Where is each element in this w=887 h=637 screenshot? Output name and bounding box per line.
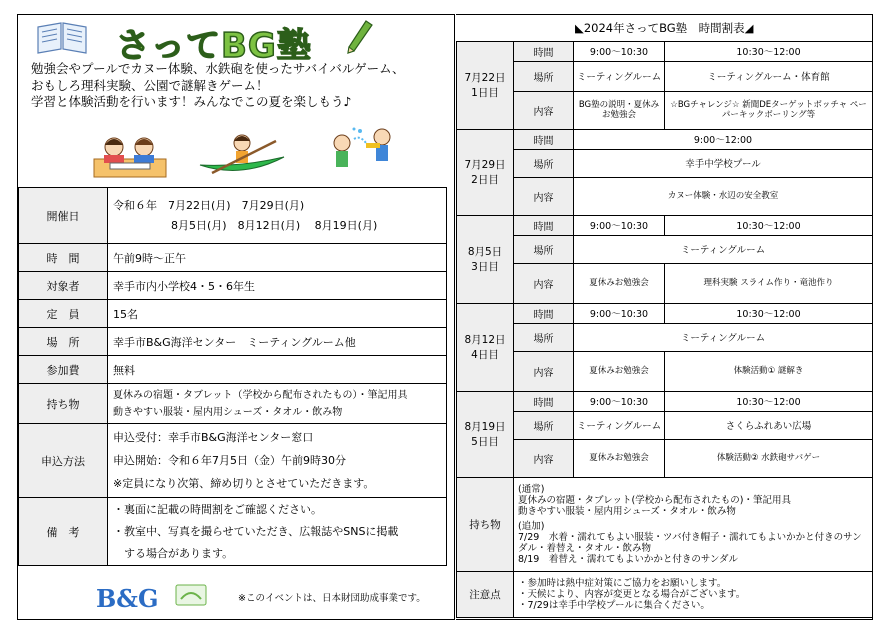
notes-line: ・7/29は幸手中学校プールに集合ください。 [518, 599, 710, 611]
content-label: 内容 [514, 263, 574, 303]
info-row-fee [19, 356, 447, 384]
water-gun-kids-illustration [324, 121, 404, 181]
day-number: 2日目 [471, 174, 499, 186]
info-line: 令和６年 7月22日(月) 7月29日(月) [113, 198, 305, 212]
info-row-place [19, 328, 447, 356]
place-label: 場所 [514, 149, 574, 177]
studying-kids-illustration [90, 125, 170, 181]
schedule-row [457, 303, 873, 323]
info-value [108, 188, 447, 244]
content-cell: 夏休みお勉強会 [574, 439, 665, 477]
time-label: 時間 [514, 215, 574, 235]
schedule-row [457, 41, 873, 61]
info-label: 参加費 [19, 356, 108, 384]
bring-line: 7/29 水着・濡れてもよい服装・ツバ付き帽子・濡れてもよいかかと付きのサンダル・着替え・タオル・飲み物 [518, 531, 862, 554]
time-label: 時間 [514, 129, 574, 149]
schedule-row [457, 411, 873, 439]
day-cell [457, 303, 514, 391]
place-cell: ミーティングルーム [574, 235, 873, 263]
bring-cell [514, 477, 873, 571]
time-cell: 10:30～12:00 [665, 215, 873, 235]
time-cell: 9:00～10:30 [574, 215, 665, 235]
time-cell: 9:00～12:00 [574, 129, 873, 149]
place-cell: 幸手中学校プール [574, 149, 873, 177]
schedule-row [457, 149, 873, 177]
info-value [108, 384, 447, 424]
content-cell: カヌー体験・水辺の安全教室 [574, 177, 873, 215]
info-row-notes [19, 498, 447, 566]
info-label: 定 員 [19, 300, 108, 328]
info-row-date [19, 188, 447, 244]
pencil-icon [344, 19, 374, 55]
info-label: 場 所 [19, 328, 108, 356]
intro-line: 学習と体験活動を行います！みんなでこの夏を楽しもう♪ [31, 94, 352, 109]
time-cell: 10:30～12:00 [665, 303, 873, 323]
schedule-row [457, 391, 873, 411]
bg-logo: B&G [96, 584, 159, 613]
time-cell: 10:30～12:00 [665, 41, 873, 61]
content-label: 内容 [514, 351, 574, 391]
day-date: 7月29日 [464, 159, 506, 171]
bring-line: 動きやすい服装・屋内用シューズ・タオル・飲み物 [518, 505, 736, 517]
content-label: 内容 [514, 177, 574, 215]
info-label: 備 考 [19, 498, 108, 566]
schedule-table [456, 15, 873, 618]
notes-label: 注意点 [457, 571, 514, 617]
info-line: 申込受付：幸手市B&G海洋センター窓口 [113, 431, 314, 444]
content-cell: ☆BGチャレンジ☆ 新聞DEターゲットボッチャ ペーパーキックボーリング等 [665, 91, 873, 129]
content-label: 内容 [514, 91, 574, 129]
day-cell [457, 215, 514, 303]
schedule-row [457, 235, 873, 263]
place-cell: さくらふれあい広場 [665, 411, 873, 439]
day-number: 5日目 [471, 436, 499, 448]
info-label: 時 間 [19, 244, 108, 272]
content-cell: 理科実験 スライム作り・竜池作り [665, 263, 873, 303]
place-label: 場所 [514, 61, 574, 91]
event-info-table [18, 187, 447, 566]
notes-line: ・天候により、内容が変更となる場合がございます。 [518, 588, 746, 600]
content-cell: 夏休みお勉強会 [574, 263, 665, 303]
bring-row [457, 477, 873, 571]
info-line: ・裏面に記載の時間割をご確認ください。 [113, 502, 322, 516]
info-row-bring [19, 384, 447, 424]
place-cell: ミーティングルーム [574, 61, 665, 91]
notes-cell [514, 571, 873, 617]
flyer-panel [17, 14, 455, 620]
info-row-time [19, 244, 447, 272]
info-label: 対象者 [19, 272, 108, 300]
info-value: 無料 [108, 356, 447, 384]
info-value [108, 498, 447, 566]
time-cell: 9:00～10:30 [574, 303, 665, 323]
place-label: 場所 [514, 411, 574, 439]
day-date: 7月22日 [464, 72, 506, 84]
notes-line: ・参加時は熱中症対策にご協力をお願いします。 [518, 577, 727, 589]
day-date: 8月5日 [467, 246, 503, 258]
time-label: 時間 [514, 391, 574, 411]
day-number: 4日目 [471, 349, 499, 361]
schedule-row [457, 351, 873, 391]
day-number: 3日目 [471, 261, 499, 273]
schedule-row [457, 91, 873, 129]
place-cell: ミーティングルーム [574, 411, 665, 439]
footer-note: ※このイベントは、日本財団助成事業です。 [238, 593, 426, 604]
content-cell: 体験活動① 謎解き [665, 351, 873, 391]
info-row-capacity [19, 300, 447, 328]
flyer-title: さってBG塾 [116, 26, 312, 66]
schedule-panel [456, 14, 873, 620]
info-value: 15名 [108, 300, 447, 328]
book-icon [34, 17, 90, 55]
time-cell: 9:00～10:30 [574, 41, 665, 61]
schedule-row [457, 129, 873, 149]
info-value: 幸手市B&G海洋センター ミーティングルーム他 [108, 328, 447, 356]
bring-line: 夏休みの宿題・タブレット(学校から配布されたもの)・筆記用具 [518, 494, 791, 506]
info-value [108, 424, 447, 498]
schedule-row [457, 323, 873, 351]
day-cell [457, 129, 514, 215]
intro-line: おもしろ理科実験、公園で謎解きゲーム！ [31, 77, 269, 93]
schedule-row [457, 263, 873, 303]
schedule-row [457, 439, 873, 477]
content-cell: 体験活動② 水鉄砲サバゲー [665, 439, 873, 477]
info-line: 申込開始：令和６年7月5日（金）午前9時30分 [113, 454, 346, 467]
day-cell [457, 41, 514, 129]
info-line: 動きやすい服装・屋内用シューズ・タオル・飲み物 [113, 406, 343, 418]
foundation-logo-icon [175, 584, 207, 606]
info-label: 申込方法 [19, 424, 108, 498]
info-line: 8月5日(月) 8月12日(月) 8月19日(月) [171, 218, 378, 232]
place-cell: ミーティングルーム [574, 323, 873, 351]
day-date: 8月19日 [464, 421, 506, 433]
info-label: 持ち物 [19, 384, 108, 424]
info-row-apply [19, 424, 447, 498]
time-label: 時間 [514, 41, 574, 61]
bring-label: 持ち物 [457, 477, 514, 571]
day-date: 8月12日 [464, 334, 506, 346]
info-line: ※定員になり次第、締め切りとさせていただきます。 [113, 477, 375, 490]
bring-line: (追加) [518, 520, 545, 532]
content-cell: BG塾の説明・夏休みお勉強会 [574, 91, 665, 129]
content-label: 内容 [514, 439, 574, 477]
schedule-title-row [457, 15, 873, 41]
bring-line: 8/19 着替え・濡れてもよいかかと付きのサンダル [518, 553, 738, 565]
time-cell: 9:00～10:30 [574, 391, 665, 411]
info-value: 午前9時～正午 [108, 244, 447, 272]
intro-line: 勉強会やプールでカヌー体験、水鉄砲を使ったサバイバルゲーム、 [31, 61, 405, 76]
place-label: 場所 [514, 235, 574, 263]
info-row-target [19, 272, 447, 300]
info-line: する場合があります。 [113, 546, 234, 560]
info-label: 開催日 [19, 188, 108, 244]
schedule-row [457, 61, 873, 91]
time-cell: 10:30～12:00 [665, 391, 873, 411]
schedule-title: ◣2024年さってBG塾 時間割表◢ [457, 15, 873, 41]
info-line: 夏休みの宿題・タブレット（学校から配布されたもの）・筆記用具 [113, 389, 408, 401]
canoe-illustration [198, 127, 286, 181]
content-cell: 夏休みお勉強会 [574, 351, 665, 391]
notes-row [457, 571, 873, 617]
time-label: 時間 [514, 303, 574, 323]
info-value: 幸手市内小学校4・5・6年生 [108, 272, 447, 300]
flyer-intro [31, 61, 405, 111]
schedule-row [457, 215, 873, 235]
info-line: ・教室中、写真を撮らせていただき、広報誌やSNSに掲載 [113, 524, 399, 538]
place-cell: ミーティングルーム・体育館 [665, 61, 873, 91]
schedule-row [457, 177, 873, 215]
day-number: 1日目 [471, 87, 499, 99]
bring-line: (通常) [518, 483, 545, 495]
day-cell [457, 391, 514, 477]
place-label: 場所 [514, 323, 574, 351]
